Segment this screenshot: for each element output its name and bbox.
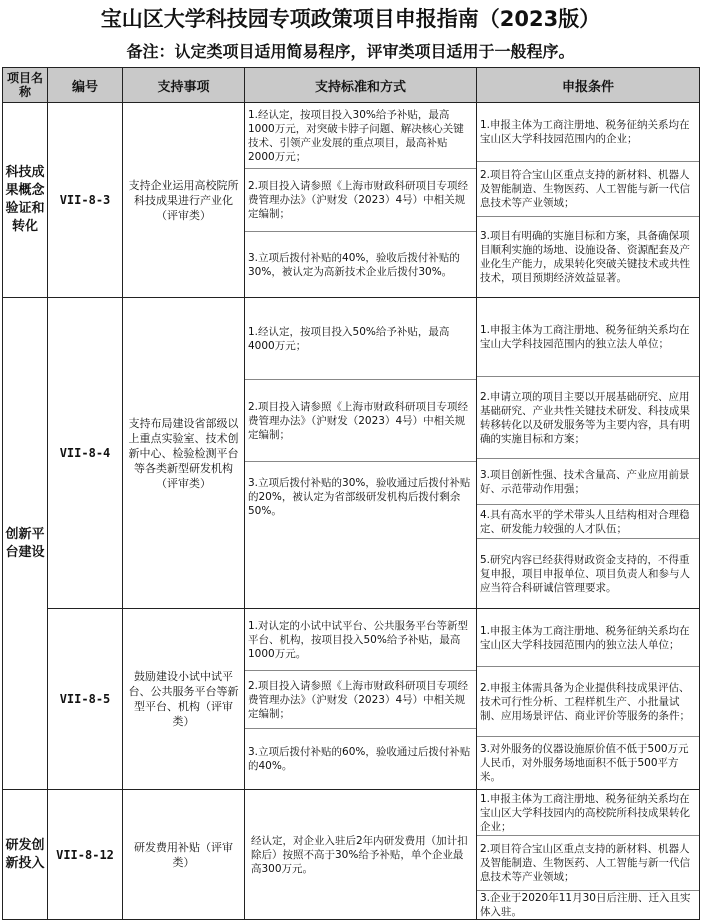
condition-cell [477,790,700,920]
support-standard-cell [245,298,477,609]
condition-cell [477,609,700,790]
condition-entry: 5.研究内容已经获得财政资金支持的，不得重复申报，项目申报单位、项目负责人和参与人应当符合科研诚信管理要求。 [480,553,690,594]
header-code: 编号 [48,68,123,103]
condition-entry: 1.申报主体为工商注册地、税务征纳关系均在宝山大学科技园范围内的独立法人单位； [477,298,699,377]
condition-entry: 1.申报主体为工商注册地、税务征纳关系均在宝山区大学科技园范围内的独立法人单位； [477,609,699,667]
table-row [3,298,700,609]
condition-entry: 4.具有高水平的学术带头人且结构相对合理稳定、研发能力较强的人才队伍； [477,505,699,539]
project-name: 科技成果概念验证和转化 [3,103,48,298]
condition-entry: 2.申请立项的项目主要以开展基础研究、应用基础研究、产业共性关键技术研发、科技成果转移转化以及研发服务等为主要内容，具有明确的实施目标和方案； [477,377,699,459]
condition-entry: 1.申报主体为工商注册地、税务征纳关系均在宝山区大学科技园范围内的企业； [477,103,699,162]
standard-entry: 1.对认定的小试中试平台、公共服务平台等新型平台、机构，按项目投入50%给予补贴，最高1000万元。 [245,609,476,671]
support-item: 鼓励建设小试中试平台、公共服务平台等新型平台、机构（评审类） [123,609,245,790]
condition-entry: 3.项目创新性强、技术含量高、产业应用前景好、示范带动作用强； [477,459,699,505]
condition-entry: 3.企业于2020年11月30日后注册、迁入且实体入驻。 [480,892,691,918]
standard-entry: 3.立项后拨付补贴的30%，验收通过后拨付补贴的20%，被认定为省部级研发机构后拨付剩余50%。 [248,477,471,517]
page-note: 备注：认定类项目适用简易程序，评审类项目适用于一般程序。 [126,42,575,61]
project-name: 研发创新投入 [3,790,48,920]
standard-entry: 2.项目投入请参照《上海市财政科研项目专项经费管理办法》（沪财发（2023）4号）中相关规定编制； [245,671,476,729]
item-code: VII-8-4 [48,298,123,609]
table-row [3,103,700,298]
page-title: 宝山区大学科技园专项政策项目申报指南（2023版） [100,7,601,31]
standard-entry: 1.经认定，按项目投入30%给予补贴，最高1000万元，对突破卡脖子问题、解决核心关键技术、引领产业发展的重点项目，最高补贴2000万元； [245,103,476,169]
support-standard-cell [245,609,477,790]
support-item: 支持布局建设省部级以上重点实验室、技术创新中心、检验检测平台等各类新型研发机构（评审类） [123,298,245,609]
standard-entry: 经认定，对企业入驻后2年内研发费用（加计扣除后）按照不高于30%给予补贴，单个企业最高300万元。 [251,834,468,875]
support-item: 研发费用补贴（评审类） [123,790,245,920]
condition-entry: 2.项目符合宝山区重点支持的新材料、机器人及智能制造、生物医药、人工智能与新一代信息技术等产业领域； [477,162,699,217]
header-project: 项目名称 [3,68,48,103]
policy-table [2,67,700,920]
support-item: 支持企业运用高校院所科技成果进行产业化（评审类） [123,103,245,298]
condition-cell [477,298,700,609]
condition-entry: 3.对外服务的仪器设施原价值不低于500万元人民币，对外服务场地面积不低于500平方米。 [480,743,689,783]
header-item: 支持事项 [123,68,245,103]
standard-entry: 3.立项后拨付补贴的60%，验收通过后拨付补贴的40%。 [248,746,471,772]
condition-entry: 1.申报主体为工商注册地、税务征纳关系均在宝山区大学科技园内的高校院所科技成果转化企业； [477,790,699,836]
project-name: 创新平台建设 [3,298,48,790]
table-row [3,790,700,920]
condition-entry: 2.项目符合宝山区重点支持的新材料、机器人及智能制造、生物医药、人工智能与新一代信息技术等产业领域； [477,836,699,891]
support-standard-cell [245,790,477,920]
header-condition: 申报条件 [477,68,700,103]
standard-entry: 1.经认定，按项目投入50%给予补贴，最高4000万元； [245,298,476,380]
header-standard: 支持标准和方式 [245,68,477,103]
item-code: VII-8-12 [48,790,123,920]
standard-entry: 3.立项后拨付补贴的40%，验收后拨付补贴的30%，被认定为高新技术企业后拨付30%。 [248,251,460,278]
item-code: VII-8-3 [48,103,123,298]
standard-entry: 2.项目投入请参照《上海市财政科研项目专项经费管理办法》（沪财发（2023）4号）中相关规定编制； [245,169,476,232]
condition-cell [477,103,700,298]
support-standard-cell [245,103,477,298]
table-row [3,609,700,790]
table-header-row [3,68,700,103]
condition-entry: 3.项目有明确的实施目标和方案，具备确保项目顺利实施的场地、设施设备、资源配套及产业化生产能力，成果转化突破关键技术或共性技术，项目预期经济效益显著。 [480,230,690,284]
standard-entry: 2.项目投入请参照《上海市财政科研项目专项经费管理办法》（沪财发（2023）4号）中相关规定编制； [245,380,476,462]
condition-entry: 2.申报主体需具备为企业提供科技成果评估、技术可行性分析、工程样机生产、小批量试制、应用场景评估、商业评价等服务的条件； [477,667,699,737]
item-code: VII-8-5 [48,609,123,790]
